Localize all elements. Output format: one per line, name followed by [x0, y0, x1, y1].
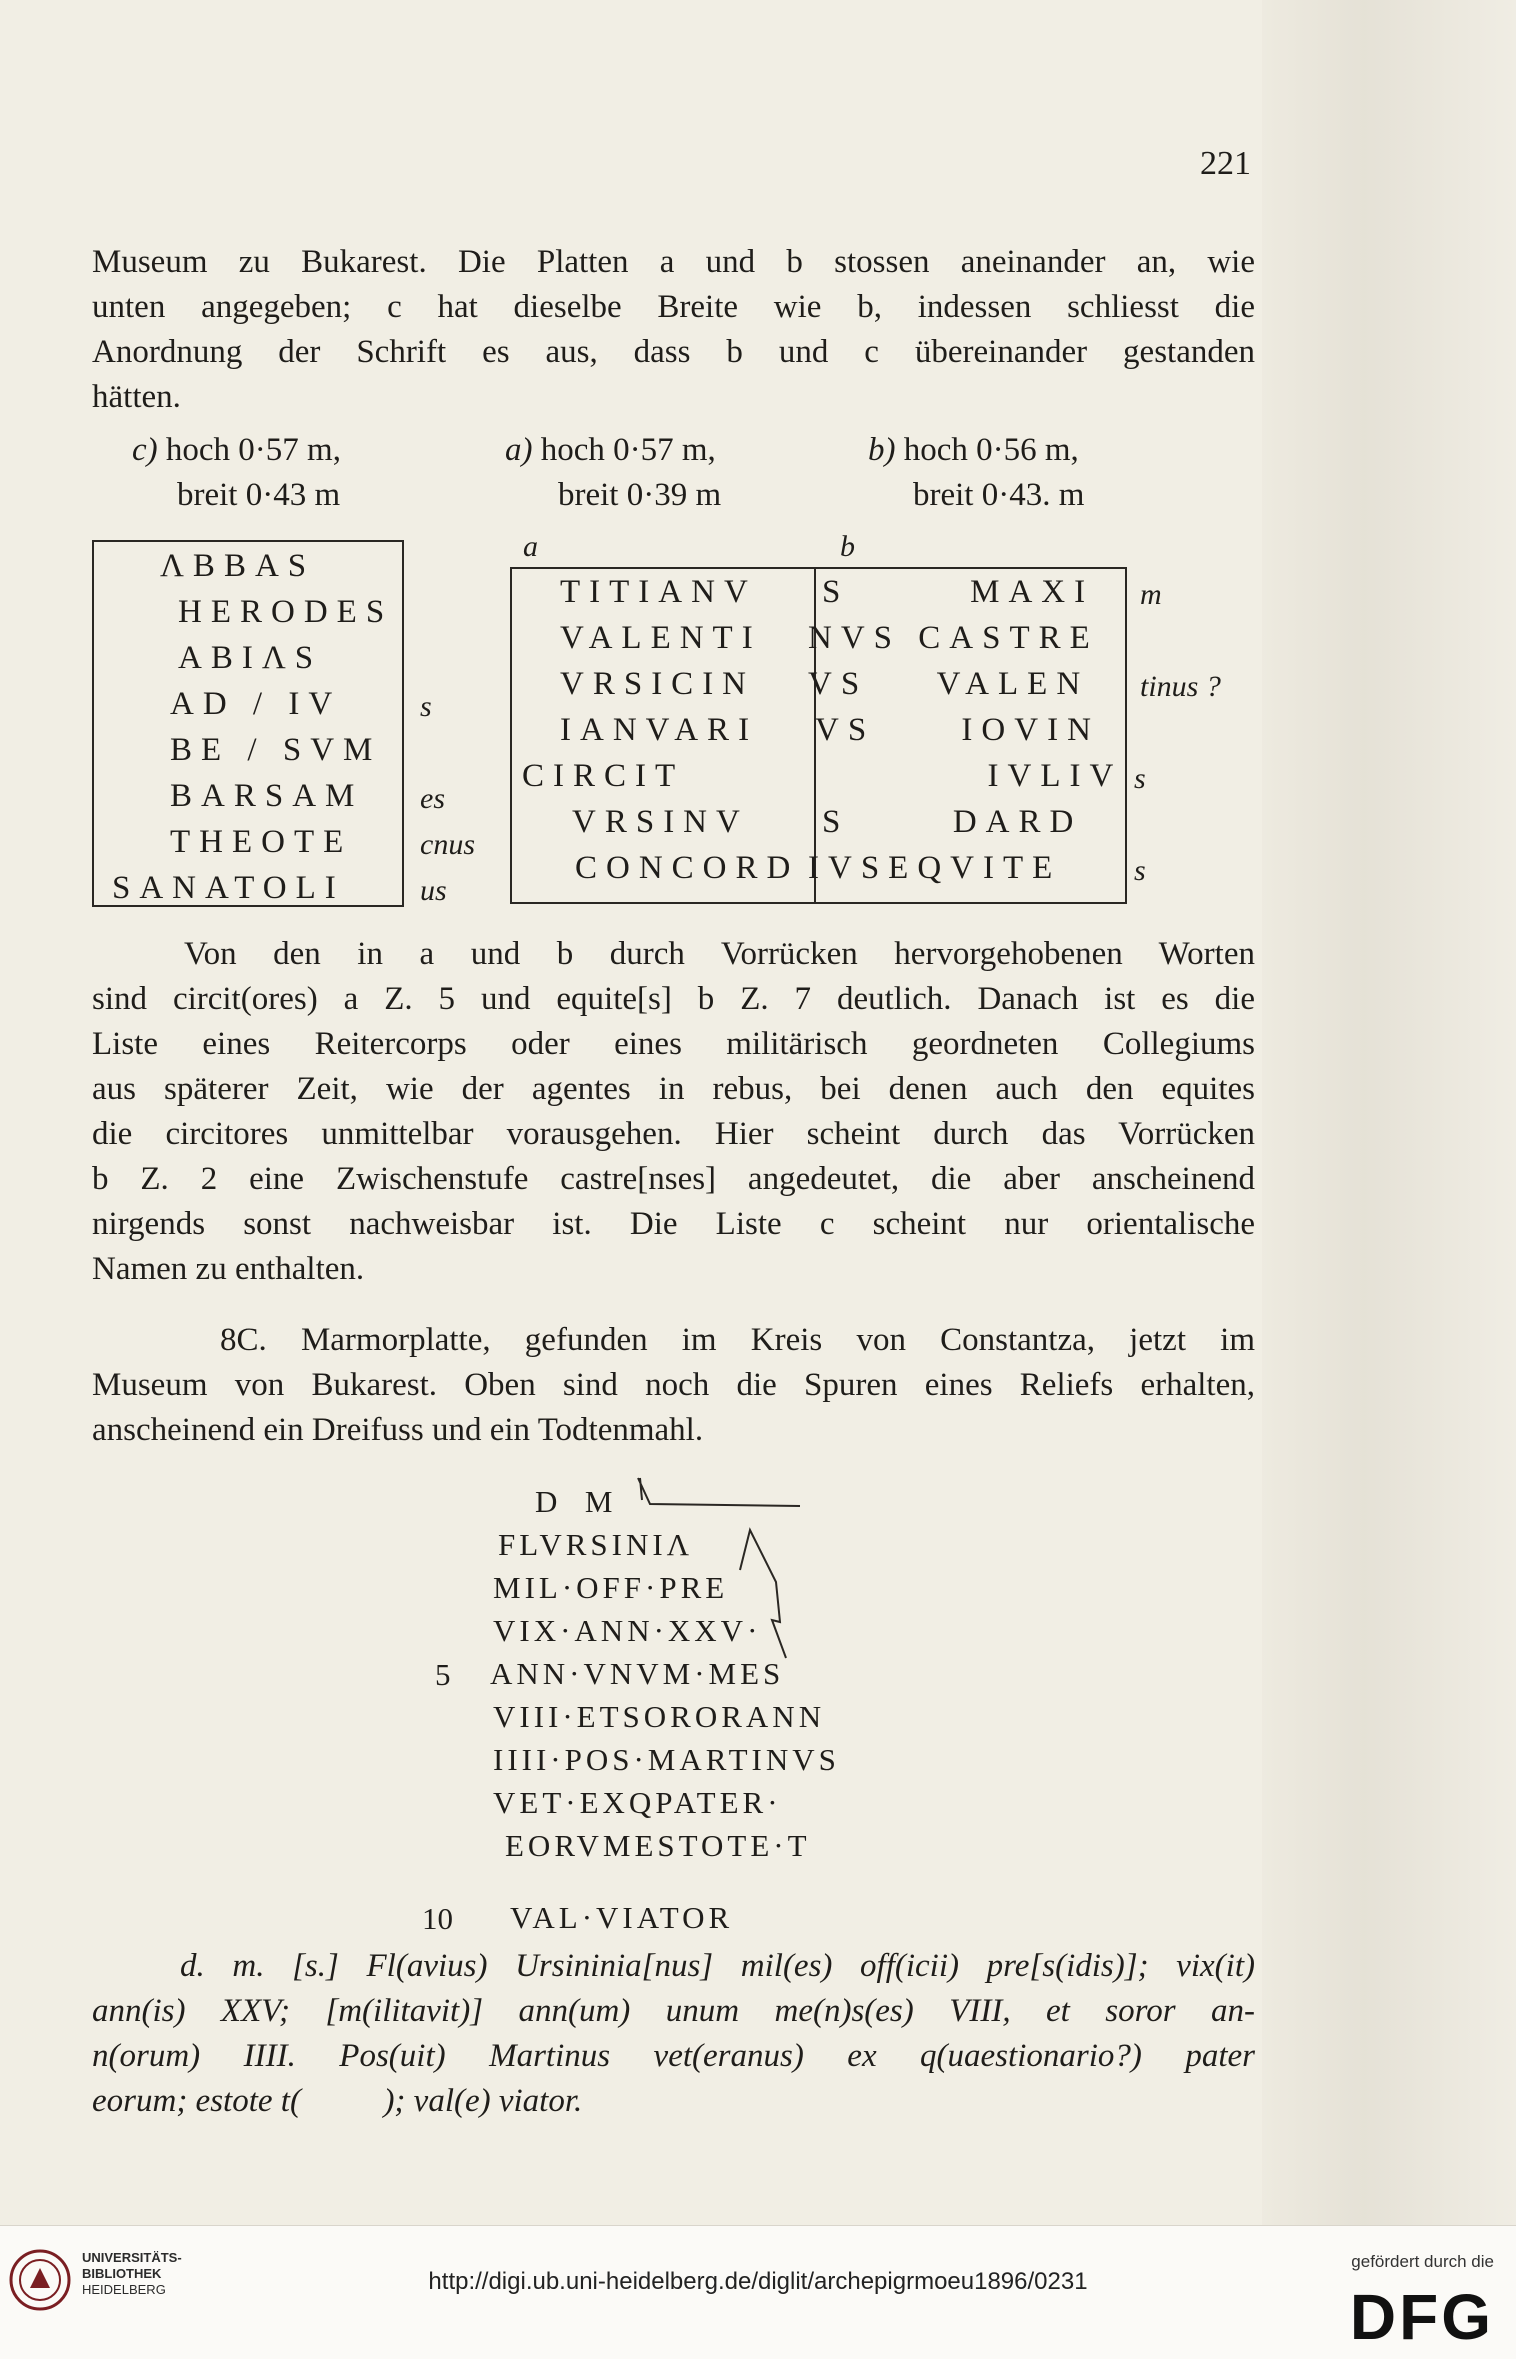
commentary-line: sind circit(ores) a Z. 5 und equite[s] b Z. 7 deutlich. Danach ist es die	[92, 981, 1255, 1017]
epitaph-line: VIX·ANN·XXV·	[493, 1613, 762, 1648]
inscription-a-line: IANVARI	[560, 712, 759, 748]
commentary-line: die circitores unmittelbar vorausgehen. Hier scheint durch das Vorrücken	[92, 1116, 1255, 1152]
epitaph-line: IIII·POS·MARTINVS	[493, 1742, 840, 1777]
inscription-c-suffix: s	[420, 690, 432, 723]
page-edge-shadow	[1262, 0, 1516, 2225]
intro-paragraph	[92, 240, 1255, 420]
commentary-line: Namen zu enthalten.	[92, 1251, 365, 1287]
dim-b-height-value: hoch 0·56 m,	[903, 432, 1079, 468]
library-name-line: BIBLIOTHEK	[82, 2266, 162, 2281]
inscription-c-line: AD / IV	[170, 686, 342, 722]
epitaph-line: FLVRSINIΛ	[498, 1527, 694, 1562]
line-number-5: 5	[435, 1657, 451, 1692]
epitaph-line: VET·EXQPATER·	[493, 1785, 782, 1820]
dim-c-height	[132, 432, 341, 469]
dim-b-label: b)	[868, 432, 896, 468]
inscription-b-line: S MAXI	[822, 574, 1095, 610]
inscription-c-line: SANATOLI	[112, 870, 345, 906]
dim-c-width: breit 0·43 m	[177, 477, 341, 513]
reading-paragraph	[92, 1944, 1255, 2124]
epitaph-line: EORVMESTOTE·T	[505, 1828, 811, 1863]
page-number: 221	[1200, 145, 1251, 182]
inscription-b-line: VS VALEN	[808, 666, 1090, 702]
commentary-line: b Z. 2 eine Zwischenstufe castre[nses] angedeutet, die aber anscheinend	[92, 1161, 1255, 1197]
dfg-logo: DFG	[1349, 2281, 1494, 2353]
inscription-a-line: CONCORD	[575, 850, 800, 886]
inscription-c-line: ΛBBAS	[160, 548, 316, 584]
inscription-a-line: VRSICIN	[560, 666, 756, 702]
epitaph-line: D M	[535, 1484, 617, 1519]
library-name-line: UNIVERSITÄTS-	[82, 2250, 182, 2265]
intro-line: Anordnung der Schrift es aus, dass b und c übereinander gestanden	[92, 334, 1255, 370]
dim-a-label: a)	[505, 432, 533, 468]
dim-c-height-value: hoch 0·57 m,	[165, 432, 341, 468]
inscription-a-line: TITIANV	[560, 574, 757, 610]
dim-a-height-value: hoch 0·57 m,	[540, 432, 716, 468]
dim-b-width: breit 0·43. m	[913, 477, 1085, 513]
dim-b-height	[868, 432, 1079, 469]
library-name-line: HEIDELBERG	[82, 2282, 166, 2297]
inscription-a-line: VRSINV	[572, 804, 749, 840]
commentary-paragraph	[92, 932, 1255, 1292]
source-url-link[interactable]: http://digi.ub.uni-heidelberg.de/diglit/archepigrmoeu1896/0231	[428, 2268, 1088, 2295]
entry-line: Museum von Bukarest. Oben sind noch die Spuren eines Reliefs erhalten,	[92, 1367, 1255, 1403]
inscription-b-suffix: s	[1134, 762, 1146, 795]
sponsor-caption: gefördert durch die	[1351, 2252, 1494, 2271]
label-b: b	[840, 530, 855, 563]
entry-line: anscheinend ein Dreifuss und ein Todtenmahl.	[92, 1412, 704, 1448]
dim-c-label: c)	[132, 432, 158, 468]
inscription-c-suffix: es	[420, 782, 445, 815]
inscription-b-line: S DARD	[822, 804, 1083, 840]
dim-a-height	[505, 432, 716, 469]
commentary-line: nirgends sonst nachweisbar ist. Die Liste c scheint nur orientalische	[92, 1206, 1255, 1242]
reading-line: ann(is) XXV; [m(ilitavit)] ann(um) unum me(n)s(es) VIII, et soror an-	[92, 1993, 1255, 2029]
entry-paragraph	[92, 1318, 1255, 1453]
line-number-10: 10	[422, 1901, 453, 1936]
inscription-b-line: IVSEQVITE	[808, 850, 1062, 886]
intro-line: Museum zu Bukarest. Die Platten a und b stossen aneinander an, wie	[92, 244, 1255, 280]
inscription-c-line: BARSAM	[170, 778, 364, 814]
intro-line: unten angegeben; c hat dieselbe Breite wie b, indessen schliesst die	[92, 289, 1255, 325]
reading-line: d. m. [s.] Fl(avius) Ursininia[nus] mil(es) off(icii) pre[s(idis)]; vix(it)	[180, 1948, 1255, 1984]
inscription-c-line: ABIΛS	[178, 640, 323, 676]
inscription-b-line: IVLIV	[815, 758, 1123, 794]
inscription-c-line: HERODES	[178, 594, 394, 630]
inscription-b-suffix: s	[1134, 854, 1146, 887]
label-a: a	[523, 530, 538, 563]
commentary-line: Liste eines Reitercorps oder eines militärisch geordneten Collegiums	[92, 1026, 1255, 1062]
inscription-c-suffix: cnus	[420, 828, 475, 861]
epitaph-line: ANN·VNVM·MES	[490, 1656, 785, 1691]
dim-a-width: breit 0·39 m	[558, 477, 722, 513]
commentary-line: Von den in a und b durch Vorrücken hervorgehobenen Worten	[184, 936, 1255, 972]
inscription-b-suffix: tinus ?	[1140, 670, 1221, 703]
inscription-c-line: THEOTE	[170, 824, 353, 860]
commentary-line: aus späterer Zeit, wie der agentes in rebus, bei denen auch den equites	[92, 1071, 1255, 1107]
reading-line: n(orum) IIII. Pos(uit) Martinus vet(eranus) ex q(uaestionario?) pater	[92, 2038, 1255, 2074]
inscription-a-line: CIRCIT	[522, 758, 685, 794]
inscription-b-line: NVS CASTRE	[808, 620, 1099, 656]
epitaph-line: VIII·ETSORORANN	[493, 1699, 826, 1734]
epitaph-line: MIL·OFF·PRE	[493, 1570, 729, 1605]
inscription-c-line: BE / SVM	[170, 732, 382, 768]
reading-line: eorum; estote t( ); val(e) viator.	[92, 2083, 583, 2119]
entry-line: 8C. Marmorplatte, gefunden im Kreis von Constantza, jetzt im	[220, 1322, 1255, 1358]
inscription-b-line: VS IOVIN	[815, 712, 1100, 748]
intro-line: hätten.	[92, 379, 181, 415]
inscription-c-suffix: us	[420, 874, 447, 907]
inscription-b-suffix: m	[1140, 578, 1162, 611]
epitaph-line: VAL·VIATOR	[510, 1900, 734, 1935]
inscription-a-line: VALENTI	[560, 620, 762, 656]
